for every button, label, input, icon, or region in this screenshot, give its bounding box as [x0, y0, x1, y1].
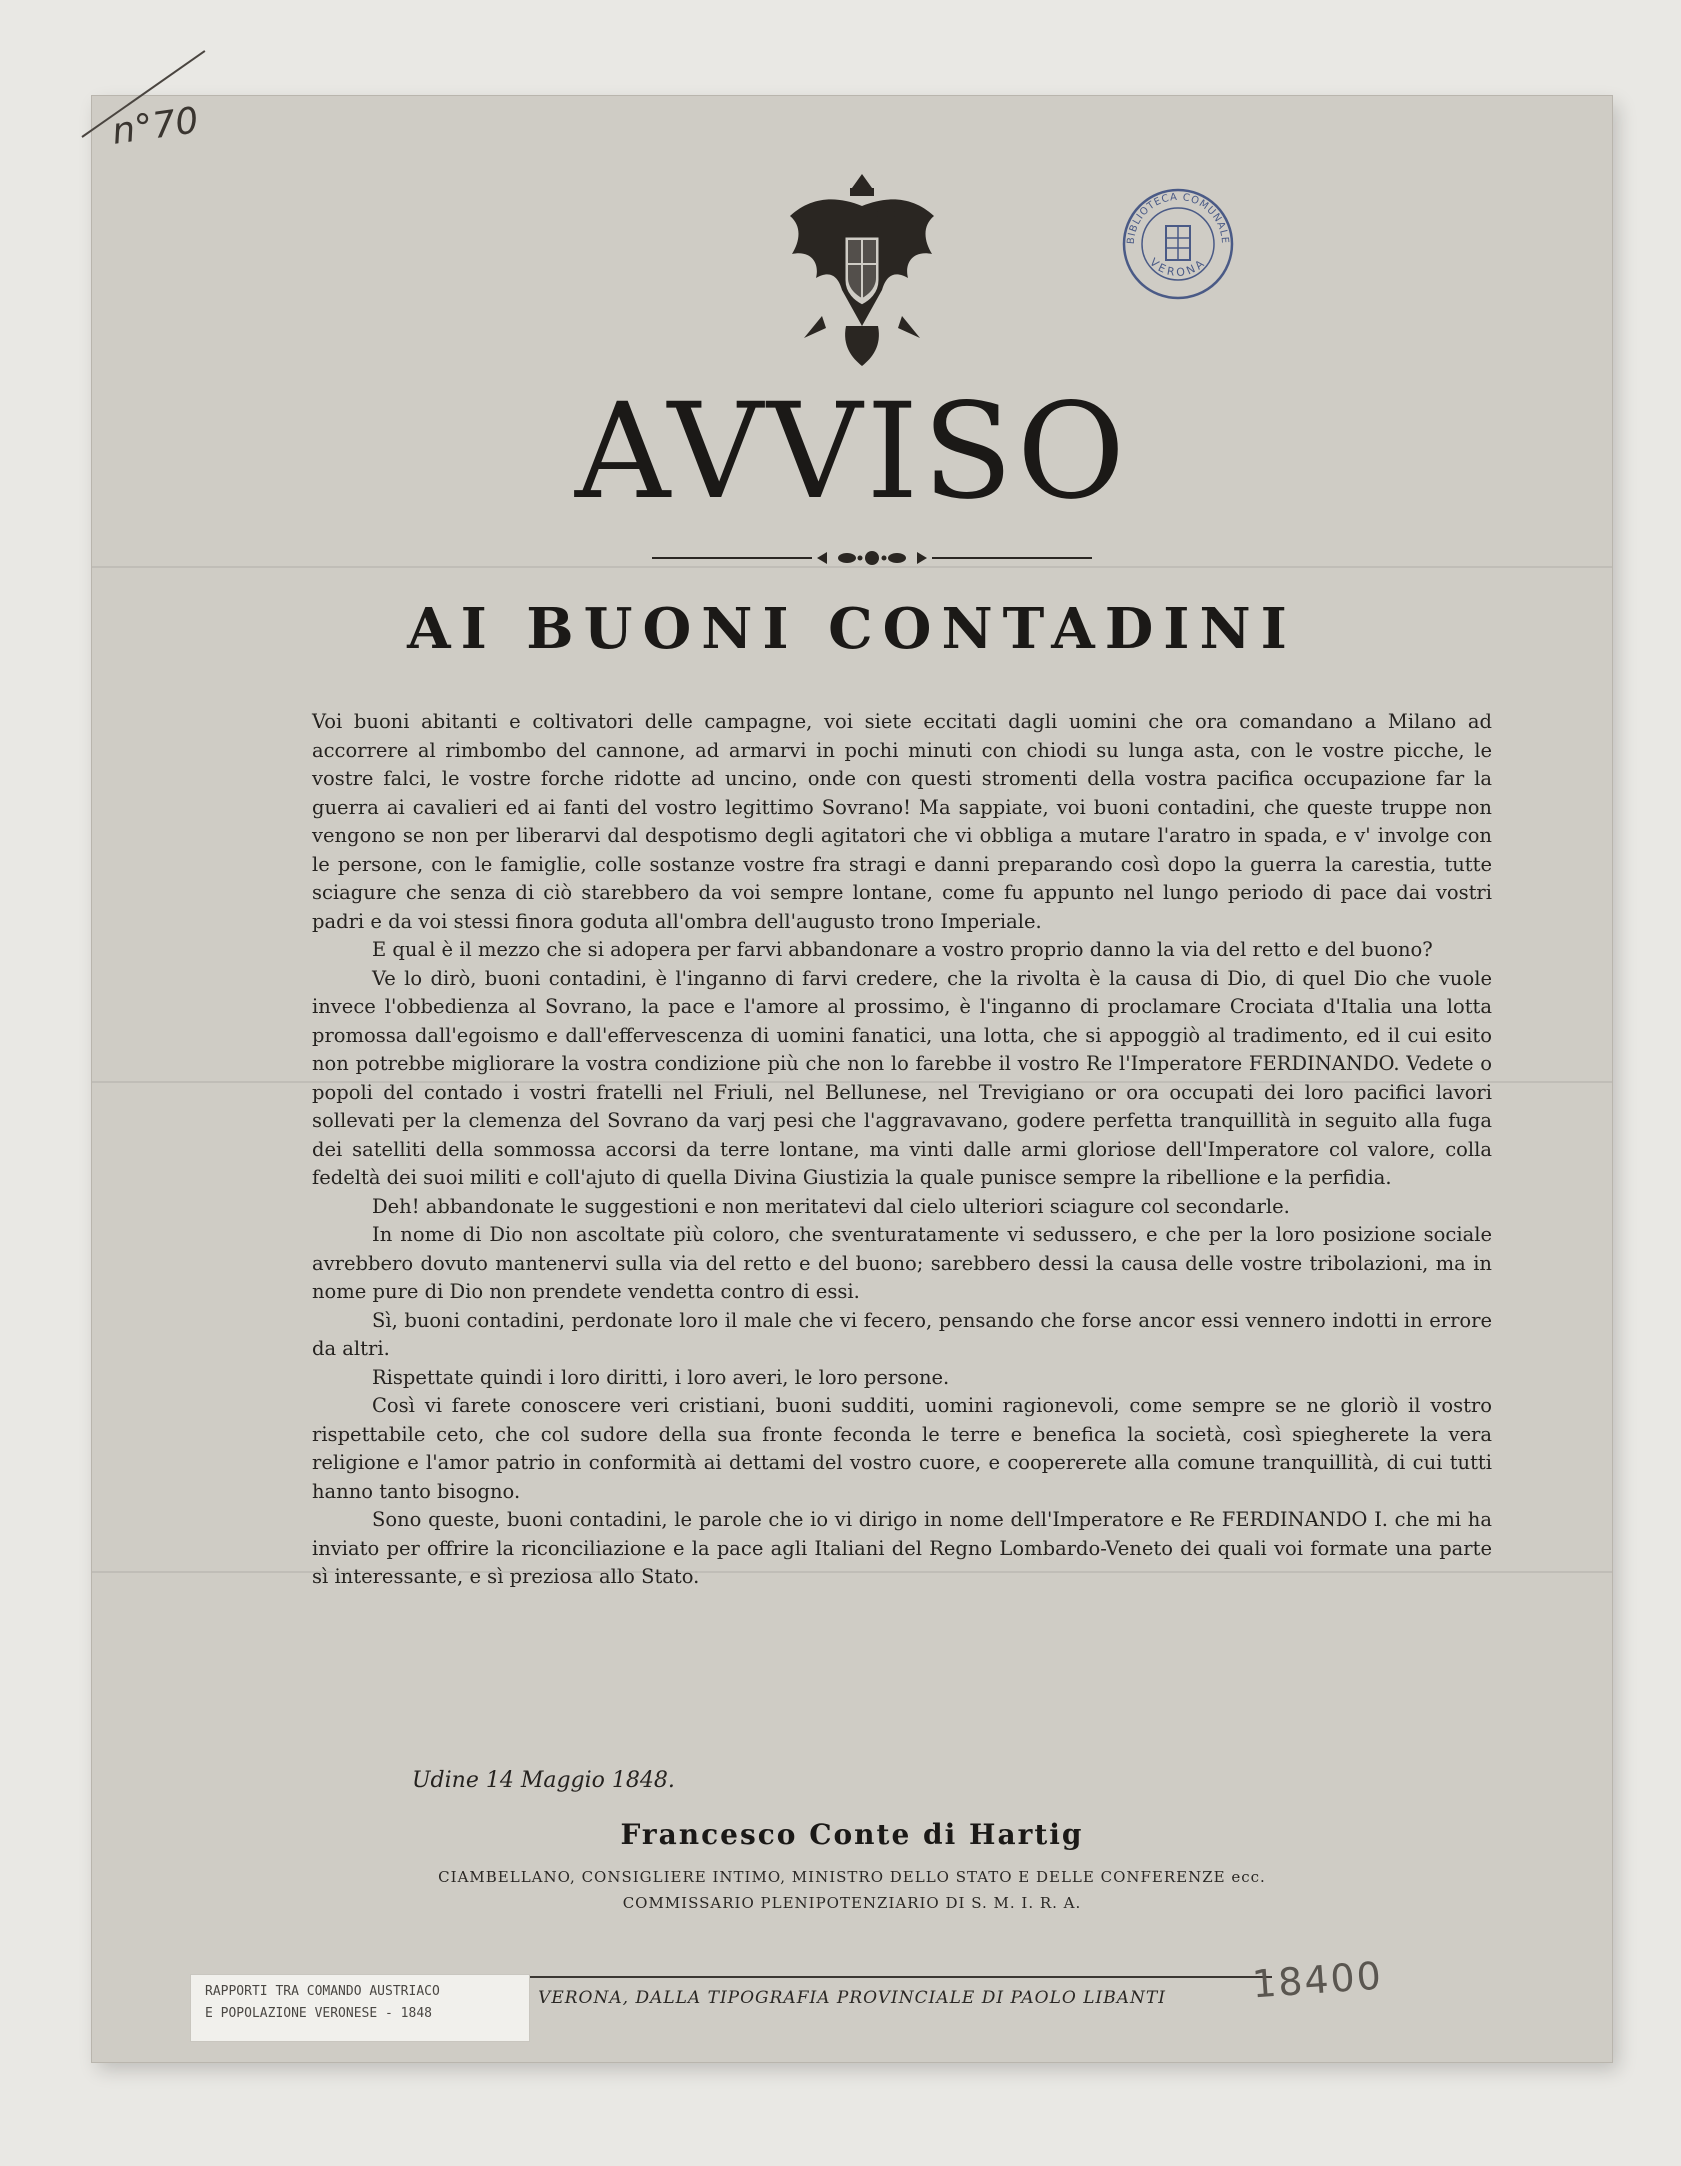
printer-line: VERONA, DALLA TIPOGRAFIA PROVINCIALE DI PAOLO LIBANTI	[538, 1988, 1166, 2008]
paragraph: Voi buoni abitanti e coltivatori delle campagne, voi siete eccitati dagli uomini che ora comandano a Milano ad accorrere al rimbombo del cannone, ad armarvi in pochi minuti con chiodi su lunga asta, con le vostre picche, le vostre falci, le vostre forche ridotte ad uncino, onde con questi stromenti della vostra pacifica occupazione far la guerra ai cavalieri ed ai fanti del vostro legittimo Sovrano! Ma sappiate, voi buoni contadini, che queste truppe non vengono se non per liberarvi dal despotismo degli agitatori che vi obbliga a mutare l'aratro in spada, e v' involge con le persone, con le famiglie, colle sostanze vostre fra stragi e danni preparando così dopo la guerra la carestia, tutte sciagure che senza di ciò starebbero da voi sempre lontane, come fu appunto nel lungo periodo di pace dai vostri padri e da voi stessi finora goduta all'ombra dell'augusto trono Imperiale.	[312, 710, 1492, 933]
paragraph: In nome di Dio non ascoltate più coloro, che sventuratamente vi sedussero, e che per la loro posizione sociale avrebbero dovuto mantenervi sulla via del retto e del buono; sarebbero dessi la causa delle vostre tribolazioni, ma in nome pure di Dio non prendete vendetta contro di essi.	[312, 1223, 1492, 1303]
handwritten-number: n°70	[109, 100, 202, 153]
signer-title: COMMISSARIO PLENIPOTENZIARIO DI S. M. I. R. A.	[622, 1894, 1082, 1912]
ornament-divider	[652, 546, 1092, 570]
poster-subtitle: AI BUONI CONTADINI	[407, 596, 1297, 662]
paragraph: Sono queste, buoni contadini, le parole che io vi dirigo in nome dell'Imperatore e Re FERDINANDO I. che mi ha inviato per offrire la riconciliazione e la pace agli Italiani del Regno Lombardo-Veneto dei quali voi formate una parte sì interessante, e sì preziosa allo Stato.	[312, 1508, 1492, 1588]
poster-sheet	[92, 96, 1612, 2062]
archive-label-line: RAPPORTI TRA COMANDO AUSTRIACO	[205, 1984, 440, 1999]
proclamation-body	[312, 708, 1492, 1592]
signer-title: CIAMBELLANO, CONSIGLIERE INTIMO, MINISTRO DELLO STATO E DELLE CONFERENZE ecc.	[438, 1868, 1266, 1886]
archive-number: 18400	[1250, 1953, 1385, 2007]
paragraph: Deh! abbandonate le suggestioni e non meritatevi dal cielo ulteriori sciagure col secondarle.	[372, 1194, 1290, 1218]
dateline: Udine 14 Maggio 1848.	[412, 1768, 675, 1793]
stamp-text-bottom: VERONA	[1147, 255, 1209, 280]
stamp-text-top: BIBLIOTECA COMUNALE	[1125, 191, 1231, 245]
paragraph: Ve lo dirò, buoni contadini, è l'inganno di farvi credere, che la rivolta è la causa di Dio, di quel Dio che vuole invece l'obbedienza al Sovrano, la pace e l'amore al prossimo, è l'inganno di proclamare Crociata d'Italia una lotta promossa dall'egoismo e dall'effervescenza di uomini fanatici, una lotta, che si appoggiò al tradimento, ed il cui esito non potrebbe migliorare la vostra condizione più che non lo farebbe il vostro Re l'Imperatore FERDINANDO. Vedete o popoli del contado i vostri fratelli nel Friuli, nel Bellunese, nel Trevigiano or ora occupati dei loro pacifici lavori sollevati per la clemenza del Sovrano da varj pesi che l'aggravavano, godere perfetta tranquillità in seguito alla fuga dei satelliti della sommossa accorsi da terre lontane, ma vinti dalle armi gloriose dell'Imperatore col valore, colla fedeltà dei suoi militi e coll'ajuto di quella Divina Giustizia la quale punisce sempre la ribellione e la perfidia.	[312, 966, 1492, 1189]
paragraph: Rispettate quindi i loro diritti, i loro averi, le loro persone.	[372, 1365, 950, 1389]
imperial-eagle-icon	[782, 166, 942, 376]
signer-name: Francesco Conte di Hartig	[620, 1818, 1084, 1851]
paragraph: E qual è il mezzo che si adopera per farvi abbandonare a vostro proprio danno la via del retto e del buono?	[372, 938, 1433, 961]
archive-label-line: E POPOLAZIONE VERONESE - 1848	[205, 2006, 432, 2021]
paragraph: Così vi farete conoscere veri cristiani, buoni sudditi, uomini ragionevoli, come sempre se ne gloriò il vostro rispettabile ceto, che col sudore della sua fronte feconda le terre e benefica la società, così spiegherete la vera religione e l'amor patrio in conformità ai dettami del vostro cuore, e coopererete alla comune tranquillità, di cui tutti hanno tanto bisogno.	[312, 1394, 1492, 1503]
paragraph: Sì, buoni contadini, perdonate loro il male che vi fecero, pensando che forse ancor essi vennero indotti in errore da altri.	[312, 1308, 1492, 1360]
footer-rule	[492, 1976, 1272, 1978]
archive-label	[190, 1974, 530, 2042]
library-stamp	[1118, 184, 1238, 304]
poster-title: AVVISO	[574, 375, 1130, 529]
